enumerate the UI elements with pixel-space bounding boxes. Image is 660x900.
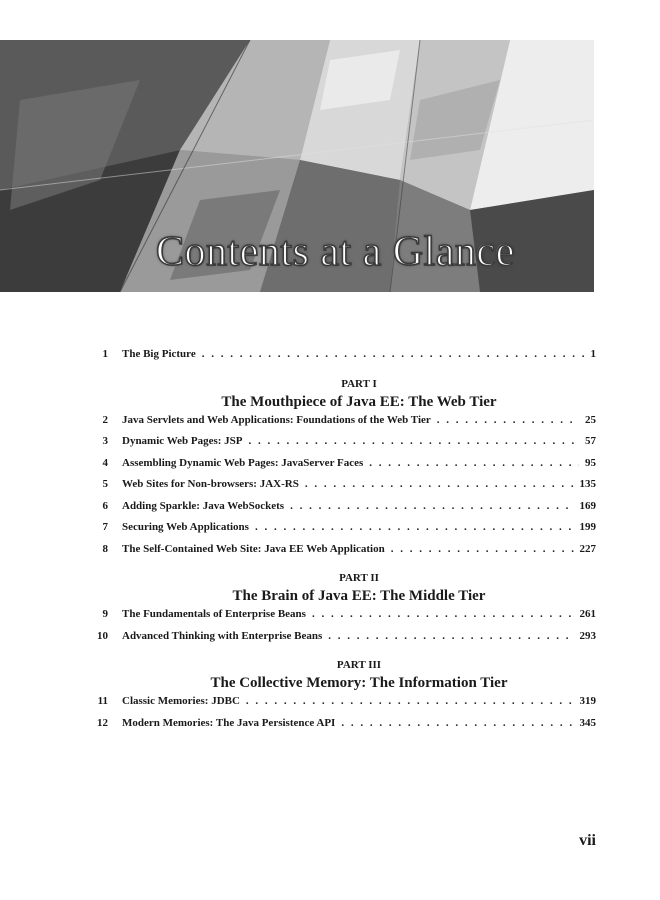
chapter-title: Securing Web Applications <box>122 521 249 533</box>
page-number: 319 <box>579 695 596 707</box>
chapter-number: 6 <box>102 499 108 512</box>
chapter-number: 12 <box>97 716 108 729</box>
dot-leader <box>246 695 574 707</box>
chapter-number: 3 <box>102 435 108 447</box>
page-number: 1 <box>590 348 596 360</box>
toc-entry[interactable] <box>92 414 596 436</box>
page-number: 57 <box>585 435 596 447</box>
toc-entry[interactable] <box>92 630 596 652</box>
header-banner <box>0 40 594 292</box>
dot-leader <box>341 717 573 729</box>
chapter-number: 4 <box>102 456 108 469</box>
page-number: 135 <box>579 478 596 490</box>
chapter-title: The Self-Contained Web Site: Java EE Web Application <box>122 542 385 555</box>
chapter-title: Modern Memories: The Java Persistence API <box>122 716 336 729</box>
page-number: 199 <box>579 521 596 533</box>
page-number: 169 <box>579 499 596 512</box>
page-number: 25 <box>585 413 596 426</box>
chapter-number: 7 <box>102 521 108 533</box>
dot-leader <box>305 478 574 490</box>
toc-entry[interactable] <box>92 348 596 370</box>
part-heading <box>122 570 596 608</box>
chapter-title: Web Sites for Non-browsers: JAX-RS <box>122 478 299 490</box>
chapter-title: Java Servlets and Web Applications: Foundations of the Web Tier <box>122 413 431 426</box>
page-number: 95 <box>585 456 596 469</box>
toc-entry[interactable] <box>92 435 596 457</box>
page-folio: vii <box>579 832 596 849</box>
chapter-title: Adding Sparkle: Java WebSockets <box>122 499 285 512</box>
page-number: 293 <box>579 629 596 642</box>
chapter-number: 5 <box>102 478 108 490</box>
toc-entry[interactable] <box>92 478 596 500</box>
chapter-title: Dynamic Web Pages: JSP <box>122 435 243 447</box>
page-title: Contents at a Glance <box>156 229 515 275</box>
dot-leader <box>312 608 574 620</box>
page-number: 227 <box>579 542 596 555</box>
chapter-number: 8 <box>102 542 108 555</box>
toc-entry[interactable] <box>92 608 596 630</box>
part-title: The Mouthpiece of Java EE: The Web Tier <box>221 393 497 410</box>
dot-leader <box>369 457 579 469</box>
part-title: The Brain of Java EE: The Middle Tier <box>232 588 486 604</box>
chapter-title: Classic Memories: JDBC <box>122 695 240 707</box>
part-label: PART I <box>341 377 377 390</box>
dot-leader <box>290 500 573 512</box>
part-heading <box>122 376 596 414</box>
chapter-number: 2 <box>102 413 108 426</box>
chapter-number: 11 <box>97 695 108 707</box>
toc-entry[interactable] <box>92 457 596 479</box>
toc-entry[interactable] <box>92 500 596 522</box>
chapter-number: 10 <box>97 629 108 642</box>
chapter-title: Advanced Thinking with Enterprise Beans <box>122 629 323 642</box>
chapter-number: 9 <box>102 608 108 620</box>
dot-leader <box>391 543 574 555</box>
chapter-title: Assembling Dynamic Web Pages: JavaServer Faces <box>122 456 364 469</box>
table-of-contents <box>92 348 596 738</box>
chapter-title: The Big Picture <box>122 348 196 360</box>
chapter-number: 1 <box>102 348 108 360</box>
dot-leader <box>202 348 585 360</box>
toc-entry[interactable] <box>92 695 596 717</box>
toc-entry[interactable] <box>92 521 596 543</box>
dot-leader <box>437 414 579 426</box>
page-number: 261 <box>579 608 596 620</box>
part-title: The Collective Memory: The Information Tier <box>210 675 508 691</box>
part-label: PART II <box>339 572 379 584</box>
chapter-title: The Fundamentals of Enterprise Beans <box>122 608 306 620</box>
dot-leader <box>249 435 580 447</box>
page-number: 345 <box>579 716 596 729</box>
dot-leader <box>328 630 573 642</box>
dot-leader <box>255 521 574 533</box>
toc-entry[interactable] <box>92 717 596 739</box>
part-label: PART III <box>336 659 382 671</box>
part-heading <box>122 657 596 695</box>
toc-entry[interactable] <box>92 543 596 565</box>
